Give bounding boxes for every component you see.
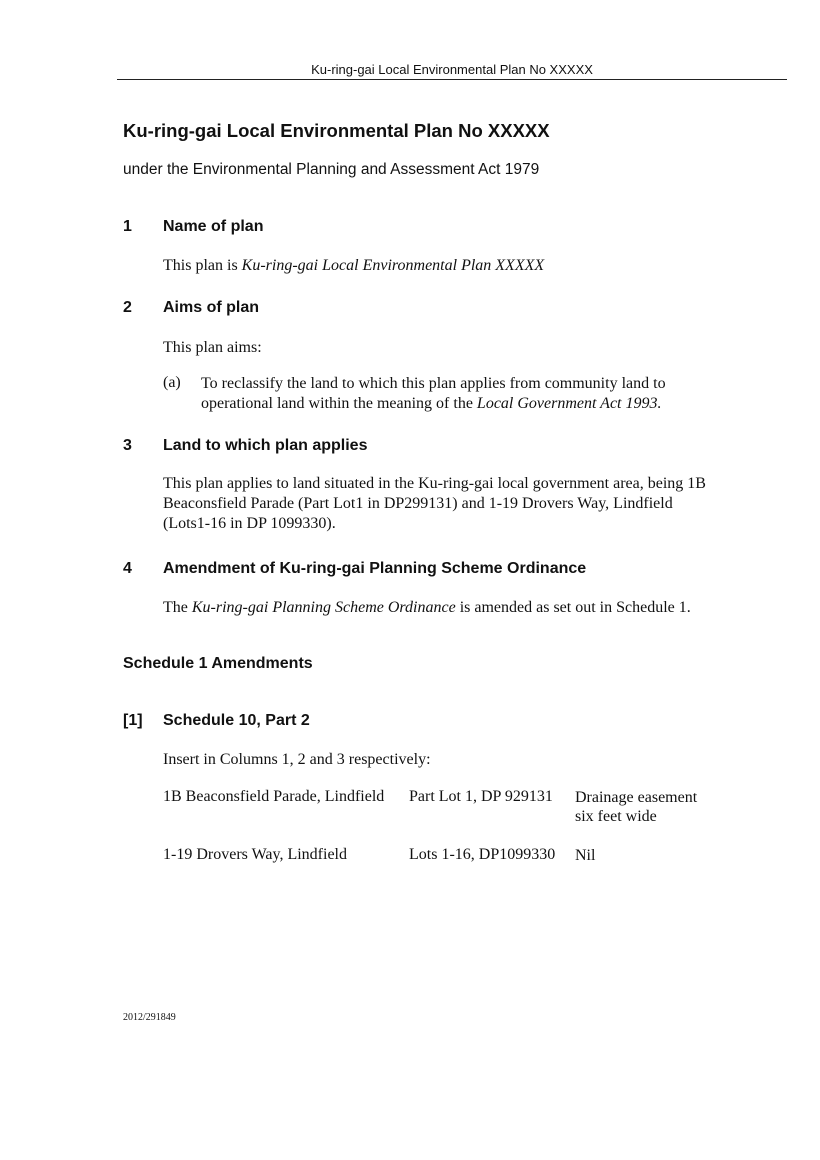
section-2-heading: Aims of plan [163, 299, 260, 316]
table-cell-address: 1-19 Drovers Way, Lindfield [163, 846, 347, 863]
section-1-heading: Name of plan [163, 218, 264, 235]
schedule-item-number: [1] [123, 712, 143, 729]
document-subtitle: under the Environmental Planning and Assessment Act 1979 [123, 161, 540, 178]
section-1-plan-name: Ku-ring-gai Local Environmental Plan XXXXX [241, 257, 545, 274]
table-cell-note-line-2: six feet wide [575, 808, 657, 825]
section-2-number: 2 [123, 299, 132, 316]
section-4-text [163, 598, 691, 618]
section-4-text-suffix: is amended as set out in Schedule 1. [455, 599, 691, 616]
table-cell-note-line-1: Nil [575, 847, 596, 864]
footer-reference: 2012/291849 [123, 1012, 176, 1023]
section-3-heading: Land to which plan applies [163, 437, 368, 454]
section-2-item-line-2 [201, 394, 661, 414]
section-4-number: 4 [123, 560, 132, 577]
schedule-intro: Insert in Columns 1, 2 and 3 respectively: [163, 751, 431, 768]
document-title: Ku-ring-gai Local Environmental Plan No XXXXX [123, 120, 550, 141]
running-header: Ku-ring-gai Local Environmental Plan No XXXXX [311, 62, 593, 77]
section-4-text-prefix: The [163, 599, 192, 616]
section-2-item-line-1: To reclassify the land to which this plan applies from community land to [201, 375, 666, 392]
schedule-item-heading: Schedule 10, Part 2 [163, 712, 310, 729]
section-1-text-prefix: This plan is [163, 257, 242, 274]
section-2-item-label: (a) [163, 374, 181, 391]
act-name: Local Government Act 1993. [476, 395, 662, 412]
header-rule [117, 79, 787, 80]
schedule-heading: Schedule 1 Amendments [123, 655, 313, 672]
table-cell-address: 1B Beaconsfield Parade, Lindfield [163, 788, 385, 805]
table-cell-note-line-1: Drainage easement [575, 789, 698, 806]
section-2-intro: This plan aims: [163, 339, 262, 356]
section-1-number: 1 [123, 218, 132, 235]
section-3-number: 3 [123, 437, 132, 454]
section-2-item-line-2-prefix: operational land within the meaning of the [201, 395, 477, 412]
table-cell-lot: Lots 1-16, DP1099330 [409, 846, 556, 863]
section-3-text: This plan applies to land situated in the Ku-ring-gai local government area, being 1B Beaconsfield Parade (Part Lot1 in DP299131) and 1-19 Drovers Way, Lindfield (Lots1-16 in DP 1099330). [163, 475, 706, 532]
ordinance-name: Ku-ring-gai Planning Scheme Ordinance [191, 599, 456, 616]
table-cell-lot: Part Lot 1, DP 929131 [409, 788, 553, 805]
section-1-text [163, 256, 544, 276]
section-4-heading: Amendment of Ku-ring-gai Planning Scheme Ordinance [163, 560, 587, 577]
